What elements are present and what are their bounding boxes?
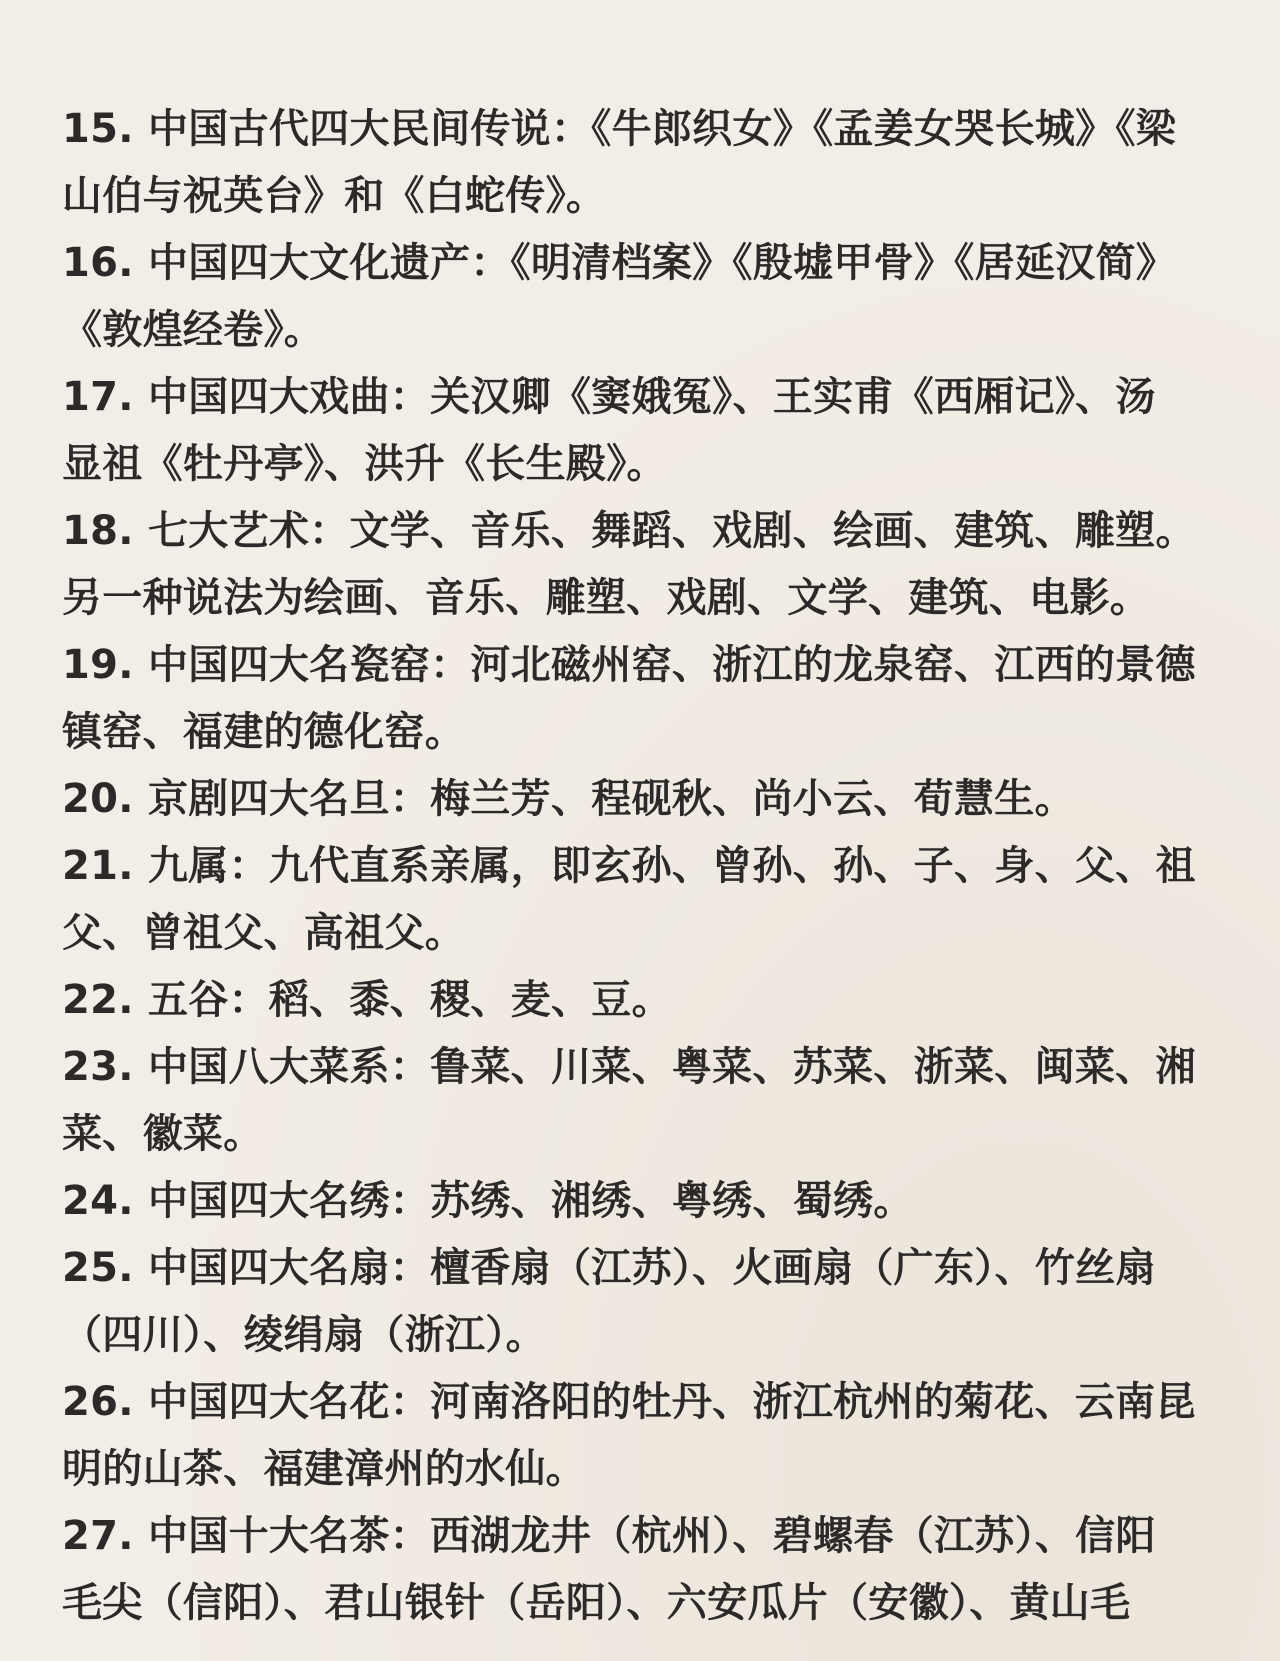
- text-line: 《敦煌经卷》。: [62, 307, 325, 353]
- text-line: 菜、徽菜。: [62, 1111, 264, 1157]
- text-line: 23. 中国八大菜系：鲁菜、川菜、粤菜、苏菜、浙菜、闽菜、湘: [62, 1044, 1196, 1090]
- text-line: 27. 中国十大名茶：西湖龙井（杭州）、碧螺春（江苏）、信阳: [62, 1513, 1156, 1559]
- text-line: 26. 中国四大名花：河南洛阳的牡丹、浙江杭州的菊花、云南昆: [62, 1379, 1196, 1425]
- text-line: 18. 七大艺术：文学、音乐、舞蹈、戏剧、绘画、建筑、雕塑。: [62, 508, 1196, 554]
- text-line: 19. 中国四大名瓷窑：河北磁州窑、浙江的龙泉窑、江西的景德: [62, 642, 1196, 688]
- text-line: 20. 京剧四大名旦：梅兰芳、程砚秋、尚小云、荀慧生。: [62, 776, 1075, 822]
- text-line: （四川）、绫绢扇（浙江）。: [62, 1312, 546, 1358]
- text-line: 22. 五谷：稻、黍、稷、麦、豆。: [62, 977, 672, 1023]
- text-line: 24. 中国四大名绣：苏绣、湘绣、粤绣、蜀绣。: [62, 1178, 914, 1224]
- text-line: 父、曾祖父、高祖父。: [62, 910, 465, 956]
- text-line: 显祖《牡丹亭》、洪升《长生殿》。: [62, 441, 667, 487]
- text-line: 15. 中国古代四大民间传说：《牛郎织女》《孟姜女哭长城》《梁: [62, 106, 1177, 152]
- text-line: 另一种说法为绘画、音乐、雕塑、戏剧、文学、建筑、电影。: [62, 575, 1151, 621]
- text-line: 毛尖（信阳）、君山银针（岳阳）、六安瓜片（安徽）、黄山毛: [62, 1580, 1131, 1626]
- text-line: 16. 中国四大文化遗产：《明清档案》《殷墟甲骨》《居延汉简》: [62, 240, 1177, 286]
- text-line: 21. 九属：九代直系亲属，即玄孙、曾孙、孙、子、身、父、祖: [62, 843, 1196, 889]
- text-line: 山伯与祝英台》和《白蛇传》。: [62, 173, 607, 219]
- text-document: [62, 96, 1232, 1637]
- text-line: 25. 中国四大名扇：檀香扇（江苏）、火画扇（广东）、竹丝扇: [62, 1245, 1156, 1291]
- text-line: 17. 中国四大戏曲：关汉卿《窦娥冤》、王实甫《西厢记》、汤: [62, 374, 1156, 420]
- text-line: 镇窑、福建的德化窑。: [62, 709, 465, 755]
- text-line: 明的山茶、福建漳州的水仙。: [62, 1446, 586, 1492]
